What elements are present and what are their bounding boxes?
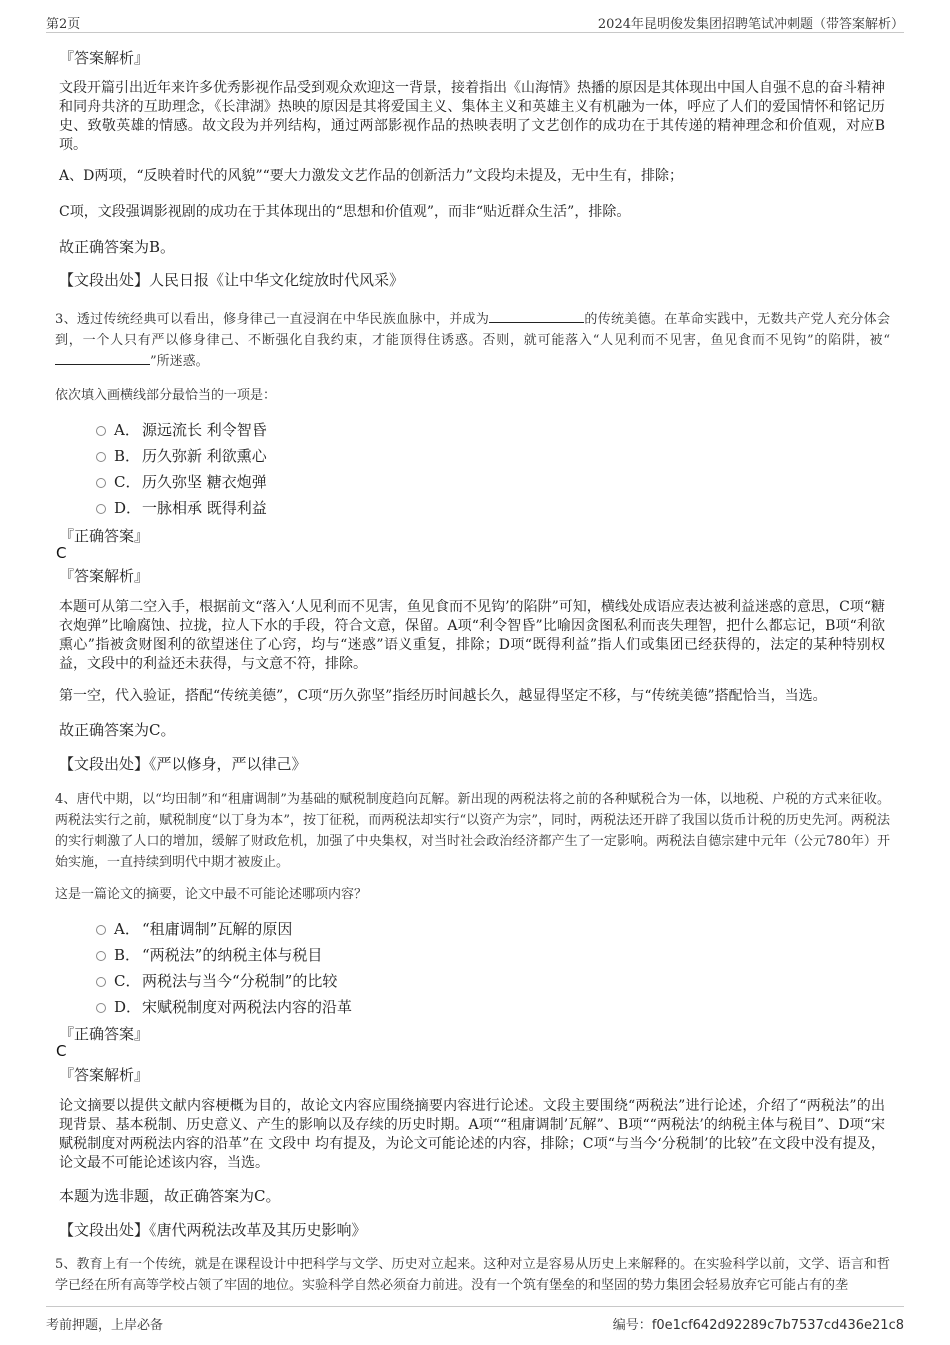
radio-icon[interactable] <box>96 951 106 961</box>
radio-icon[interactable] <box>96 426 106 436</box>
radio-icon[interactable] <box>96 925 106 935</box>
q4-source: 【文段出处】《唐代两税法改革及其历史影响》 <box>59 1221 367 1239</box>
document-title: 2024年昆明俊发集团招聘笔试冲刺题（带答案解析） <box>597 17 904 32</box>
footer-slogan: 考前押题，上岸必备 <box>46 1318 164 1333</box>
radio-icon[interactable] <box>96 452 106 462</box>
page-number: 第2页 <box>46 17 81 32</box>
q3-text-part-b: 的传统美德。在革命实践中，无数共产党人充分体会到，一个人只有严以修身律己、不断强化自我约束，才能顶得住诱惑。否则，就可能落入“人见利而不见害，鱼见食而不见钩”的陷阱，被“ <box>55 312 890 348</box>
q3-source: 【文段出处】《严以修身，严以律己》 <box>59 755 307 773</box>
q3-final-answer: 故正确答案为C。 <box>59 721 176 739</box>
q4-prompt: 这是一篇论文的摘要，论文中最不可能论述哪项内容？ <box>55 887 368 902</box>
q3-prompt: 依次填入画横线部分最恰当的一项是： <box>55 388 277 403</box>
q3-analysis-label: 『答案解析』 <box>59 567 150 585</box>
q4-question-text: 4、唐代中期，以“均田制”和“租庸调制”为基础的赋税制度趋向瓦解。新出现的两税法将之前的各种赋税合为一体，以地税、户税的方式来征收。两税法实行之前，赋税制度“以丁身为本”，按丁征税，而两税法却实行“以资产为宗”，同时，两税法还开辟了我国以货币计税的历史先河。两税法的实行刺激了人口的增加，缓解了财政危机，加强了中央集权，对当时社会政治经济都产生了一定影响。两税法自德宗建中元年（公元780年）开始实施，一直持续到明代中期才被废止。 <box>55 792 890 870</box>
q3-option-d[interactable]: D．一脉相承 既得利益 <box>96 497 267 517</box>
q3-correct-label: 『正确答案』 <box>59 527 150 545</box>
radio-icon[interactable] <box>96 478 106 488</box>
q2-analysis-paragraph-3: C项，文段强调影视剧的成功在于其体现出的“思想和价值观”，而非“贴近群众生活”，排除。 <box>59 204 631 220</box>
q2-analysis-paragraph-2: A、D两项，“反映着时代的风貌”“要大力激发文艺作品的创新活力”文段均未提及，无中生有，排除； <box>59 168 683 184</box>
q4-analysis-label: 『答案解析』 <box>59 1066 150 1084</box>
q4-final-answer: 本题为选非题，故正确答案为C。 <box>59 1187 281 1205</box>
q4-option-d[interactable]: D．宋赋税制度对两税法内容的沿革 <box>96 996 352 1016</box>
q3-analysis-paragraph-1: 本题可从第二空入手，根据前文“落入‘人见利而不见害，鱼见食而不见钩’的陷阱”可知，横线处成语应表达被利益迷惑的意思，C项“糖衣炮弹”比喻腐蚀、拉拢，拉人下水的手段，符合文意，保留。A项“利令智昏”比喻因贪图私利而丧失理智，把什么都忘记，B项“利欲熏心”指被贪财图利的欲望迷住了心窍，均与“迷惑”语义重复，排除；D项“既得利益”指人们或集团已经获得的，法定的某种特别权益，文段中的利益还未获得，与文意不符，排除。 <box>59 599 885 672</box>
page-footer <box>0 1306 950 1345</box>
q3-blank-2 <box>55 351 150 365</box>
q3-option-b[interactable]: B． 历久弥新 利欲熏心 <box>96 445 267 465</box>
q4-correct-label: 『正确答案』 <box>59 1025 150 1043</box>
q3-analysis-paragraph-2: 第一空，代入验证，搭配“传统美德”，C项“历久弥坚”指经历时间越长久，越显得坚定不移，与“传统美德”搭配恰当，当选。 <box>59 688 827 704</box>
q4-option-c[interactable]: C． 两税法与当今“分税制”的比较 <box>96 970 337 990</box>
q2-analysis-label: 『答案解析』 <box>59 49 150 67</box>
q2-analysis-paragraph-1: 文段开篇引出近年来许多优秀影视作品受到观众欢迎这一背景，接着指出《山海情》热播的原因是其体现出中国人自强不息的奋斗精神和同舟共济的互助理念，《长津湖》热映的原因是其将爱国主义、集体主义和英雄主义有机融为一体，呼应了人们的爱国情怀和铭记历史、致敬英雄的情感。故文段为并列结构，通过两部影视作品的热映表明了文艺创作的成功在于其传递的精神理念和价值观，对应B项。 <box>59 80 885 153</box>
q3-text-part-c: ”所迷惑。 <box>150 354 209 369</box>
q3-option-a[interactable]: A． 源远流长 利令智昏 <box>96 419 267 439</box>
q5-question-text: 5、教育上有一个传统，就是在课程设计中把科学与文学、历史对立起来。这种对立是容易从历史上来解释的。在实验科学以前，文学、语言和哲学已经在所有高等学校占领了牢固的地位。实验科学自然必须奋力前进。没有一个筑有堡垒的和坚固的势力集团会轻易放弃它可能占有的垄 <box>55 1257 890 1293</box>
radio-icon[interactable] <box>96 977 106 987</box>
q3-correct-answer: C <box>56 544 67 562</box>
q4-correct-answer: C <box>56 1042 67 1060</box>
radio-icon[interactable] <box>96 1003 106 1013</box>
header-divider <box>46 32 904 33</box>
radio-icon[interactable] <box>96 504 106 514</box>
q2-final-answer: 故正确答案为B。 <box>59 238 176 256</box>
q3-text-part-a: 3、透过传统经典可以看出，修身律己一直浸润在中华民族血脉中，并成为 <box>55 312 490 327</box>
document-code: 编号：f0e1cf642d92289c7b7537cd436e21c8 <box>612 1318 904 1333</box>
q3-blank-1 <box>489 309 584 323</box>
page-header <box>0 0 950 34</box>
footer-divider <box>46 1306 904 1307</box>
q3-option-c[interactable]: C． 历久弥坚 糖衣炮弹 <box>96 471 267 491</box>
q2-source: 【文段出处】人民日报《让中华文化绽放时代风采》 <box>59 271 405 289</box>
q3-question-text <box>55 309 890 372</box>
q4-analysis-paragraph-1: 论文摘要以提供文献内容梗概为目的，故论文内容应围绕摘要内容进行论述。文段主要围绕“两税法”进行论述，介绍了“两税法”的出现背景、基本税制、历史意义、产生的影响以及存续的历史时期。A项““租庸调制’瓦解”、B项““两税法’的纳税主体与税目”、D项“宋赋税制度对两税法内容的沿革”在 文段中 均有提及，为论文可能论述的内容，排除；C项“与当今‘分税制’的比较”在文段中没有提及，论文最不可能论述该内容，当选。 <box>59 1098 885 1171</box>
q4-option-a[interactable]: A． “租庸调制”瓦解的原因 <box>96 918 292 938</box>
q4-option-b[interactable]: B． “两税法”的纳税主体与税目 <box>96 944 322 964</box>
